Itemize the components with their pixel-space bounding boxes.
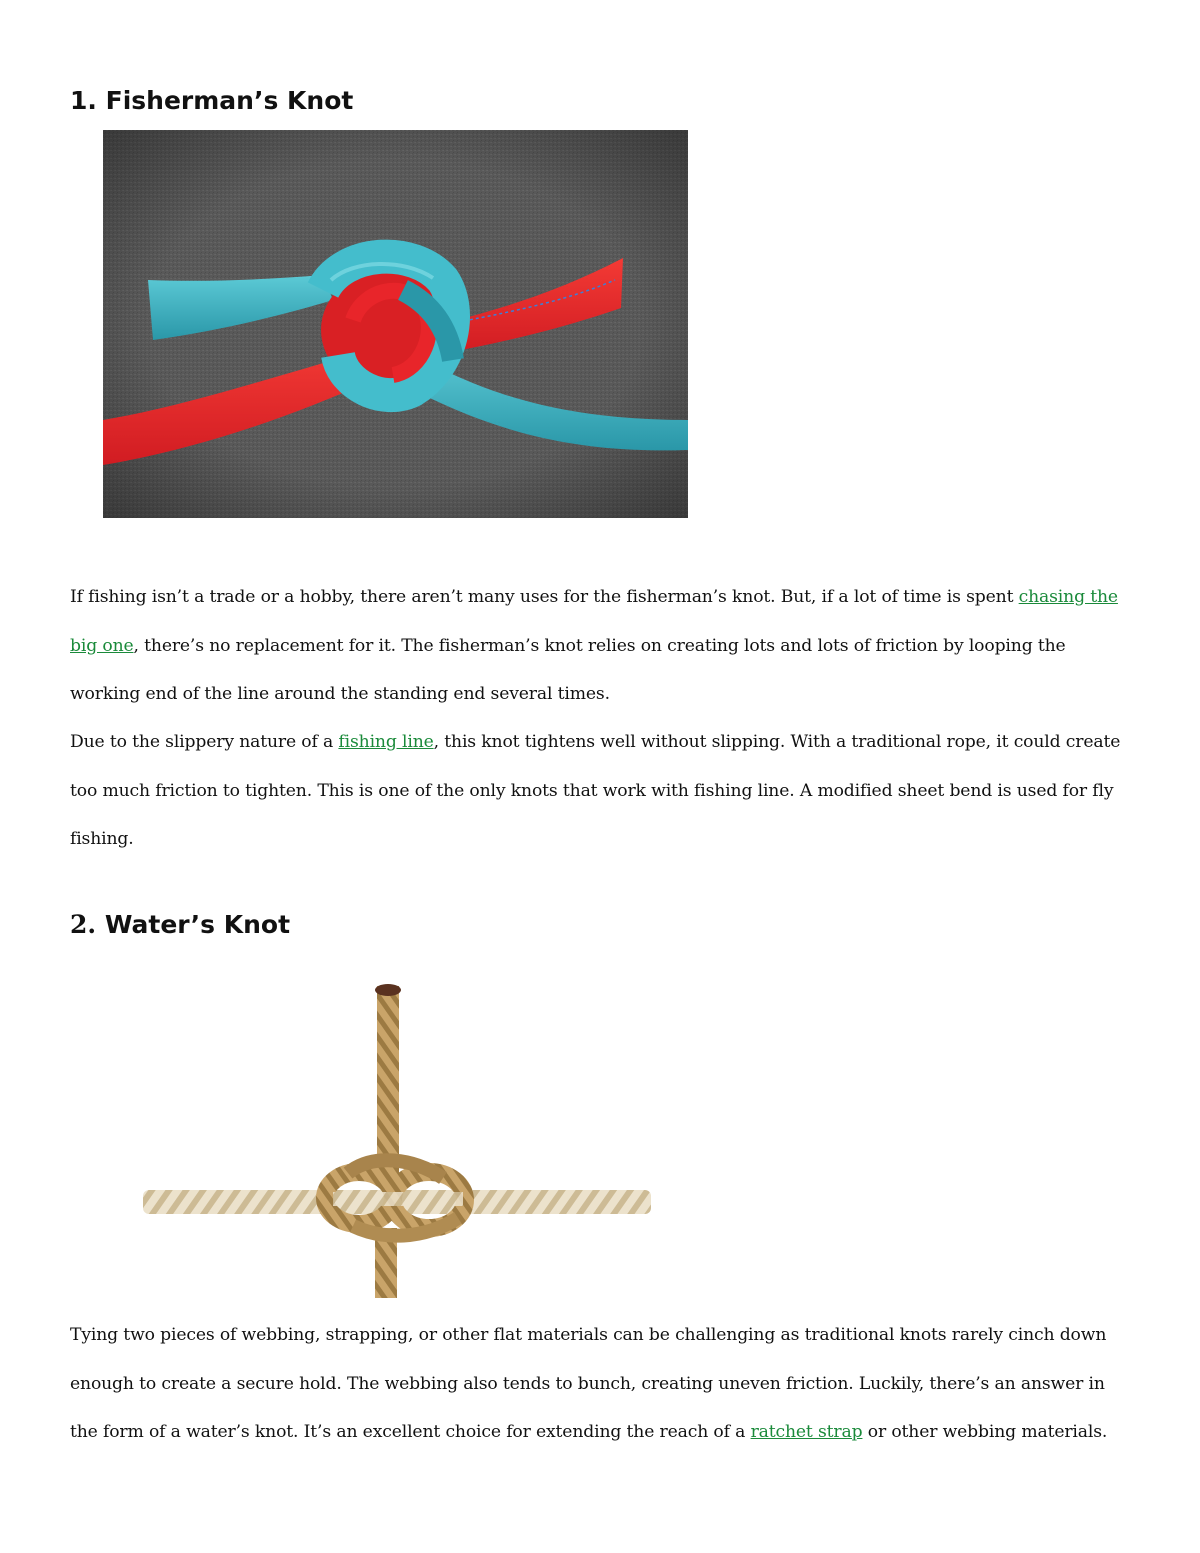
section-1-title: Fisherman’s Knot [105, 86, 354, 115]
section-1-paragraph-1-text-after: , there’s no replacement for it. The fisherman’s knot relies on creating lots and lots of friction by looping the working end of the line around the standing end several times. [70, 635, 1066, 704]
section-1-number: 1. [70, 86, 97, 115]
fishing-line-link[interactable]: fishing line [338, 732, 434, 752]
fisherman-knot-image [103, 130, 688, 518]
section-1-paragraph-2-text-after: , this knot tightens well without slipping. With a traditional rope, it could create too much friction to tighten. This is one of the only knots that work with fishing line. A modified sheet bend is used for fly fishing. [70, 732, 1121, 849]
section-2-paragraph-1 [70, 1311, 1135, 1457]
section-1-paragraph-2-text-before: Due to the slippery nature of a [70, 732, 339, 752]
section-1-paragraph-1-text-before: If fishing isn’t a trade or a hobby, there aren’t many uses for the fisherman’s knot. But, if a lot of time is spent [70, 587, 1019, 607]
section-2-paragraph-1-text-after: or other webbing materials. [862, 1422, 1108, 1442]
section-2-heading [70, 910, 290, 940]
section-1-heading [70, 86, 353, 116]
section-1-paragraph-1 [70, 573, 1135, 719]
section-2-title: Water’s Knot [104, 910, 291, 939]
chasing-the-big-one-link-line-2: big one [70, 635, 134, 656]
section-2-number: 2. [70, 910, 97, 939]
water-knot-image [143, 978, 653, 1300]
section-1-paragraph-2 [70, 718, 1135, 864]
chasing-the-big-one-link-line-1: chasing the [1018, 587, 1118, 607]
section-2-paragraph-1-text-before: Tying two pieces of webbing, strapping, or other flat materials can be challenging as traditional knots rarely cinch down enough to create a secure hold. The webbing also tends to bunch, creating uneven friction. Luckily, there’s an answer in the form of a water’s knot. It’s an excellent choice for extending the reach of a [70, 1325, 1107, 1442]
ratchet-strap-link[interactable]: ratchet strap [750, 1422, 863, 1442]
